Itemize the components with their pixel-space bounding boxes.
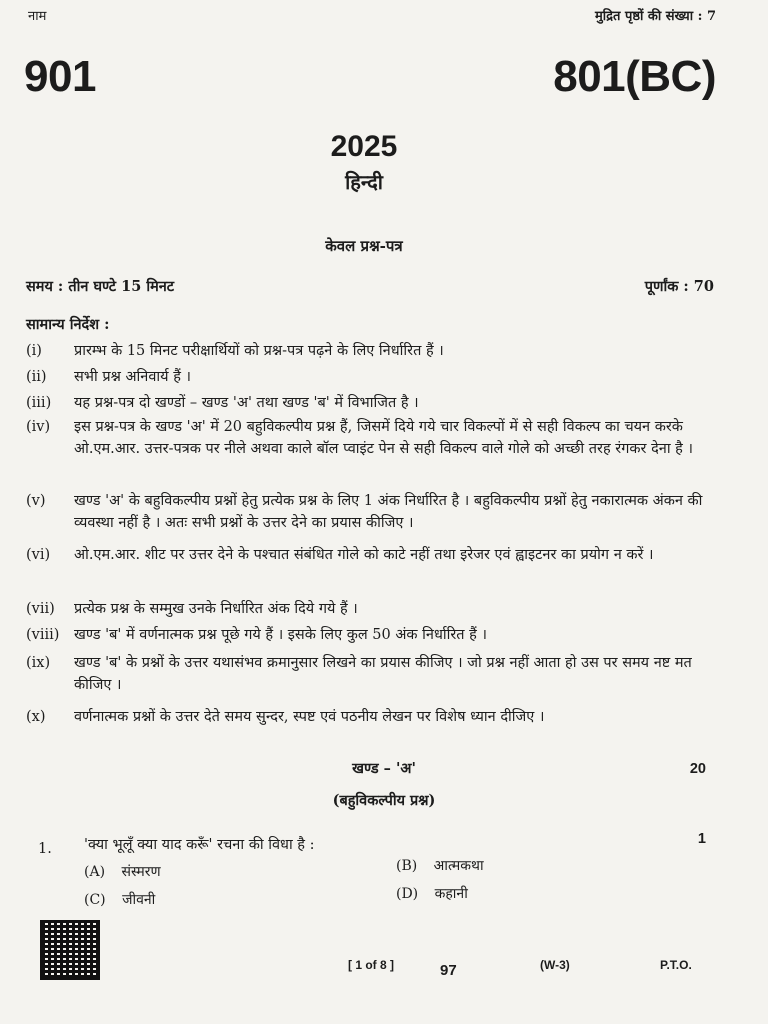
option-d-label: (D) xyxy=(396,886,419,902)
paper-code-right: 801(BC) xyxy=(553,52,716,101)
instruction-number: (ix) xyxy=(26,655,51,671)
instruction-number: (v) xyxy=(26,493,46,509)
instruction-text: प्रत्येक प्रश्न के सम्मुख उनके निर्धारित अंक दिये गये हैं । xyxy=(74,601,358,617)
instruction-text: यह प्रश्न-पत्र दो खण्डों – खण्ड 'अ' तथा खण्ड 'ब' में विभाजित है । xyxy=(74,395,419,411)
instruction-text: खण्ड 'अ' के बहुविकल्पीय प्रश्नों हेतु प्रत्येक प्रश्न के लिए 1 अंक निर्धारित है । बहुविकल्पीय प्रश्नों हेतु नकारात्मक अंकन की व्यवस्था नहीं है । अतः सभी प्रश्नों के उत्तर देने का प्रयास कीजिए । xyxy=(74,493,703,531)
option-b xyxy=(396,856,484,875)
instruction-text: खण्ड 'ब' में वर्णनात्मक प्रश्न पूछे गये हैं । इसके लिए कुल 50 अंक निर्धारित हैं । xyxy=(74,627,487,643)
instruction-item xyxy=(26,490,716,534)
option-a-text: संस्मरण xyxy=(121,864,161,880)
instruction-number: (i) xyxy=(26,343,42,359)
instruction-number: (vii) xyxy=(26,601,55,617)
instruction-item xyxy=(26,392,716,414)
instruction-number: (x) xyxy=(26,709,46,725)
pto-label: P.T.O. xyxy=(660,958,692,972)
instruction-item xyxy=(26,706,716,728)
total-marks: पूर्णांक : 70 xyxy=(644,278,714,295)
exam-year: 2025 xyxy=(330,130,398,163)
question-marks: 1 xyxy=(697,831,706,847)
instruction-item xyxy=(26,598,716,620)
instruction-text: वर्णनात्मक प्रश्नों के उत्तर देते समय सुन्दर, स्पष्ट एवं पठनीय लेखन पर विशेष ध्यान दीजिए । xyxy=(74,709,545,725)
instruction-text: प्रारम्भ के 15 मिनट परीक्षार्थियों को प्रश्न-पत्र पढ़ने के लिए निर्धारित हैं । xyxy=(74,343,444,359)
instruction-item xyxy=(26,652,716,696)
instructions-heading: सामान्य निर्देश : xyxy=(26,316,110,333)
question-number: 1. xyxy=(38,841,52,857)
option-b-text: आत्मकथा xyxy=(433,858,484,874)
instruction-item xyxy=(26,340,716,362)
instruction-item xyxy=(26,416,716,460)
option-c xyxy=(84,890,155,909)
instruction-text: सभी प्रश्न अनिवार्य हैं । xyxy=(74,369,191,385)
section-title: खण्ड – 'अ' xyxy=(352,760,416,777)
qr-code-icon xyxy=(40,920,100,980)
instruction-number: (iv) xyxy=(26,419,51,435)
option-d-text: कहानी xyxy=(434,886,468,902)
instruction-text: ओ.एम.आर. शीट पर उत्तर देने के पश्चात संबंधित गोले को काटे नहीं तथा इरेजर एवं ह्वाइटनर का प्रयोग न करें । xyxy=(74,547,654,563)
option-a-label: (A) xyxy=(84,864,106,880)
instruction-item xyxy=(26,544,716,566)
instruction-item xyxy=(26,366,716,388)
paper-series-code: (W-3) xyxy=(540,958,570,972)
question-text: 'क्या भूलूँ क्या याद करूँ' रचना की विधा है : xyxy=(84,837,315,853)
instruction-number: (iii) xyxy=(26,395,52,411)
name-label: नाम xyxy=(28,9,47,24)
section-marks: 20 xyxy=(689,761,706,777)
option-a xyxy=(84,862,161,881)
paper-type: केवल प्रश्न-पत्र xyxy=(325,237,403,255)
subject-title: हिन्दी xyxy=(345,170,383,194)
option-b-label: (B) xyxy=(396,858,418,874)
paper-code-left: 901 xyxy=(24,52,96,101)
instruction-number: (viii) xyxy=(26,627,60,643)
time-allowed: समय : तीन घण्टे 15 मिनट xyxy=(26,278,175,295)
page-indicator: [ 1 of 8 ] xyxy=(348,958,395,972)
instruction-item xyxy=(26,624,716,646)
page-number: 97 xyxy=(440,962,457,979)
section-type: (बहुविकल्पीय प्रश्न) xyxy=(332,792,436,809)
option-d xyxy=(396,884,468,903)
instruction-number: (vi) xyxy=(26,547,51,563)
option-c-text: जीवनी xyxy=(122,892,156,908)
printed-pages-label: मुद्रित पृष्ठों की संख्या : 7 xyxy=(595,9,716,24)
instruction-text: खण्ड 'ब' के प्रश्नों के उत्तर यथासंभव क्रमानुसार लिखने का प्रयास कीजिए । जो प्रश्न नहीं आता हो उस पर समय नष्ट मत कीजिए । xyxy=(74,655,692,693)
instruction-number: (ii) xyxy=(26,369,47,385)
option-c-label: (C) xyxy=(84,892,106,908)
instruction-text: इस प्रश्न-पत्र के खण्ड 'अ' में 20 बहुविकल्पीय प्रश्न हैं, जिसमें दिये गये चार विकल्पों में से सही विकल्प का चयन करके ओ.एम.आर. उत्तर-पत्रक पर नीले अथवा काले बॉल प्वाइंट पेन से सही विकल्प वाले गोले को अच्छी तरह रंगकर देना है । xyxy=(74,419,693,457)
